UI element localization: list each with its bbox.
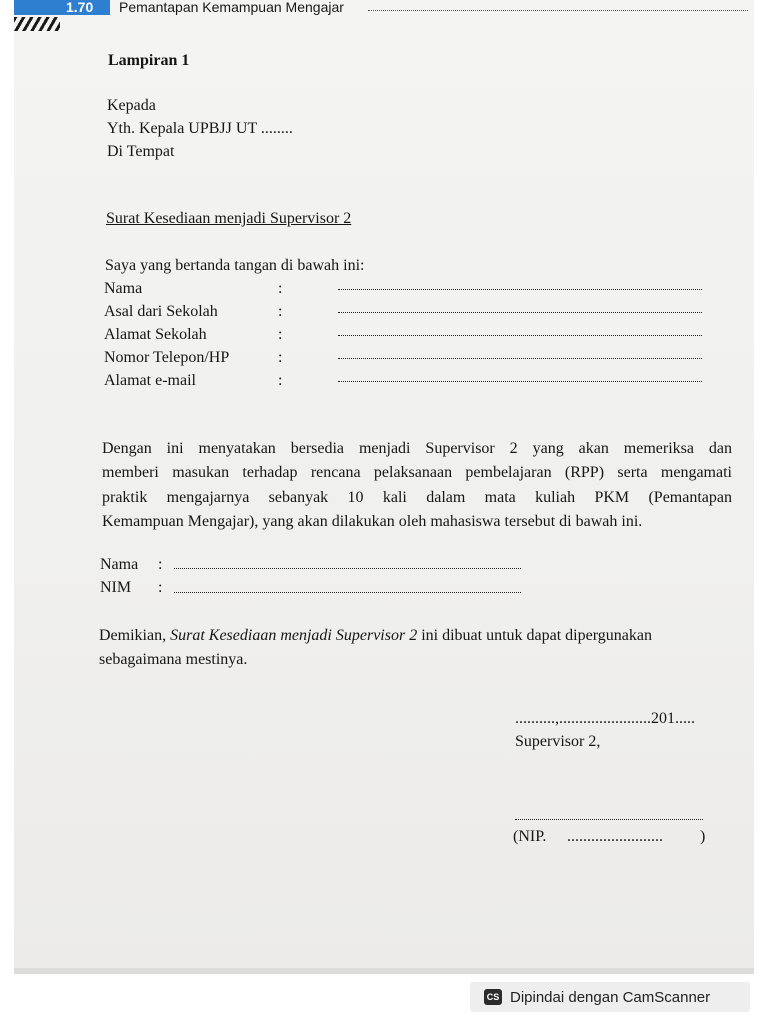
- header-dotted-rule: [368, 10, 748, 11]
- field-label-alamat-sekolah: Alamat Sekolah: [104, 326, 207, 343]
- closing-suffix: ini dibuat untuk dapat dipergunakan: [417, 627, 652, 644]
- closing-line-1: [99, 627, 652, 645]
- field-label-telepon: Nomor Telepon/HP: [104, 349, 230, 366]
- fill-in-line-telepon: [338, 357, 702, 359]
- field-colon: :: [278, 280, 283, 297]
- camscanner-text: Dipindai dengan CamScanner: [510, 988, 711, 1006]
- field-colon: :: [158, 556, 163, 573]
- student-label-nim: NIM: [100, 579, 132, 596]
- appendix-label: Lampiran 1: [108, 52, 190, 69]
- closing-line-2: sebagaimana mestinya.: [99, 651, 248, 668]
- closing-prefix: Demikian,: [99, 627, 171, 644]
- fill-in-line-email: [338, 380, 702, 382]
- fill-in-line-student-nim: [174, 591, 521, 593]
- recipient-line-2: Yth. Kepala UPBJJ UT ........: [107, 120, 293, 137]
- field-label-nama: Nama: [104, 280, 143, 297]
- running-header-title: Pemantapan Kemampuan Mengajar: [119, 0, 344, 15]
- letter-subject: Surat Kesediaan menjadi Supervisor 2: [106, 210, 352, 227]
- nip-open: (NIP.: [513, 828, 547, 845]
- field-label-asal-sekolah: Asal dari Sekolah: [104, 303, 218, 320]
- fill-in-line-asal-sekolah: [338, 311, 702, 313]
- body-line-2: memberi masukan terhadap rencana pelaksanaan pembelajaran (RPP) serta mengamati: [102, 464, 732, 481]
- recipient-line-3: Di Tempat: [107, 143, 175, 160]
- camscanner-watermark: [470, 982, 750, 1012]
- field-colon: :: [278, 349, 283, 366]
- nip-dots: ........................: [567, 828, 663, 845]
- field-label-email: Alamat e-mail: [104, 372, 196, 389]
- student-label-nama: Nama: [100, 556, 139, 573]
- fill-in-line-alamat-sekolah: [338, 334, 702, 336]
- hatch-decoration: [14, 17, 60, 31]
- field-colon: :: [158, 579, 163, 596]
- body-line-1: Dengan ini menyatakan bersedia menjadi Supervisor 2 yang akan memeriksa dan: [102, 440, 732, 457]
- fill-in-line-nama: [338, 288, 702, 290]
- camscanner-icon: CS: [484, 989, 502, 1005]
- fill-in-line-student-nama: [174, 567, 521, 569]
- place-date-line: ..........,.......................201.....: [515, 710, 695, 727]
- body-line-4: Kemampuan Mengajar), yang akan dilakukan oleh mahasiswa tersebut di bawah ini.: [102, 513, 643, 530]
- page-number: 1.70: [66, 0, 94, 15]
- intro-statement: Saya yang bertanda tangan di bawah ini:: [105, 257, 365, 274]
- page-number-tab: [14, 0, 110, 15]
- field-colon: :: [278, 303, 283, 320]
- nip-close: ): [700, 828, 706, 845]
- closing-document-name: Surat Kesediaan menjadi Supervisor 2: [170, 627, 418, 644]
- body-line-3: praktik mengajarnya sebanyak 10 kali dalam mata kuliah PKM (Pemantapan: [102, 489, 732, 506]
- field-colon: :: [278, 372, 283, 389]
- paper-edge: [14, 968, 754, 974]
- recipient-line-1: Kepada: [107, 97, 156, 114]
- signer-role: Supervisor 2,: [515, 733, 601, 750]
- signature-line: [515, 818, 703, 820]
- field-colon: :: [278, 326, 283, 343]
